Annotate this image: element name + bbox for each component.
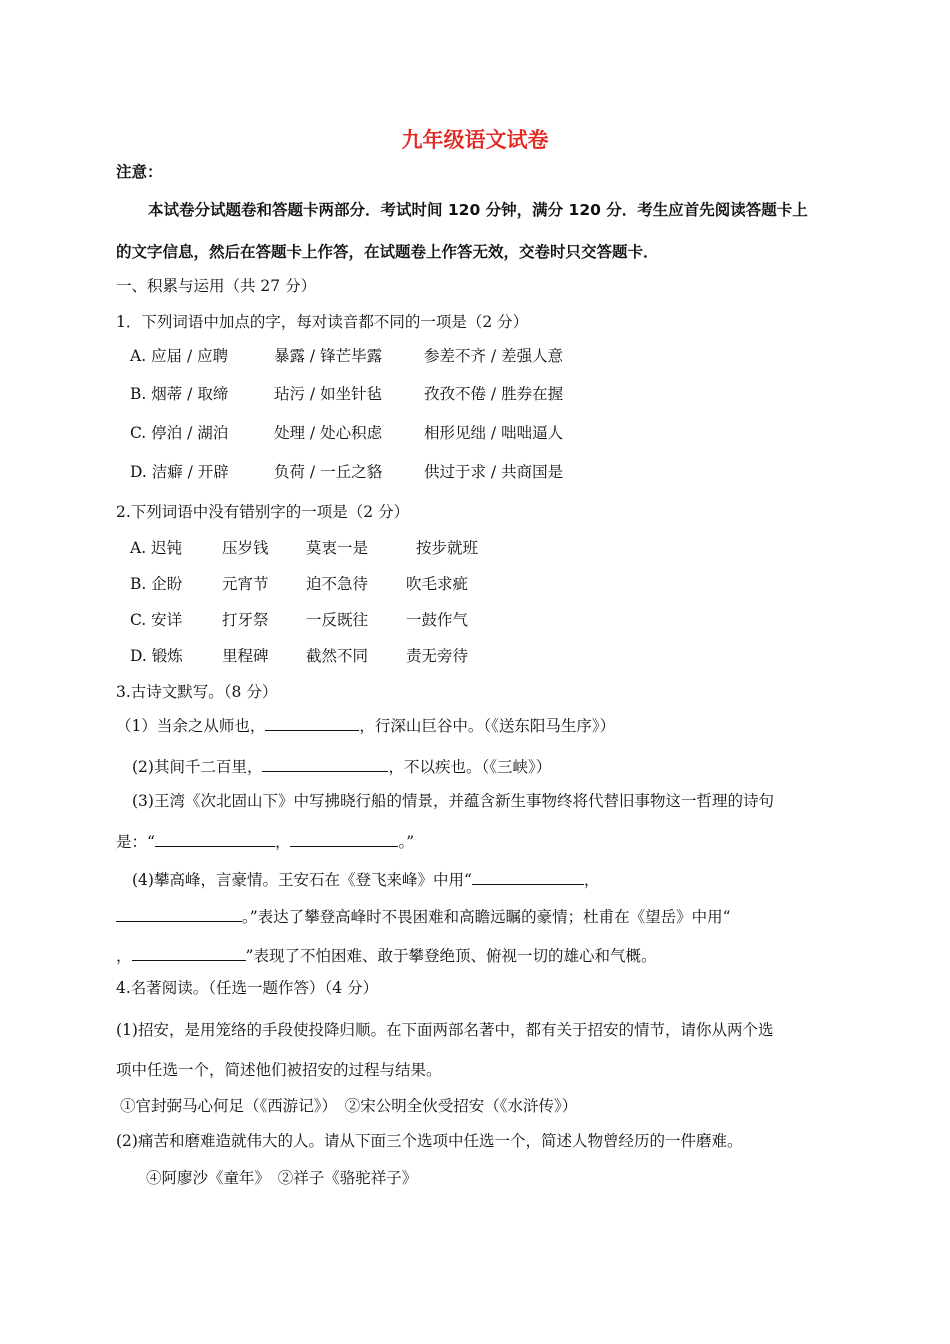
notice-line-2: 的文字信息，然后在答题卡上作答，在试题卷上作答无效，交卷时只交答题卡． [116, 243, 659, 261]
q1-stem: 1．下列词语中加点的字，每对读音都不同的一项是（2 分） [116, 313, 529, 331]
q3-item-3-prefix: 是：“ [116, 833, 155, 851]
q3-item-4-suffix: ”表现了不怕困难、敢于攀登绝顶、俯视一切的雄心和气概。 [245, 947, 657, 965]
q3-item-1 [116, 714, 615, 736]
q3-stem: 3.古诗文默写。（8 分） [116, 683, 278, 701]
q3-item-3-line-1: (3)王湾《次北固山下》中写拂晓行船的情景，并蕴含新生事物终将代替旧事物这一哲理的诗句 [132, 792, 774, 810]
answer-blank[interactable] [472, 868, 584, 885]
q1-option-d-col3: 供过于求 / 共商国是 [424, 463, 564, 481]
q4-item-2-line-1: (2)痛苦和磨难造就伟大的人。请从下面三个选项中任选一个，简述人物曾经历的一件磨难。 [116, 1132, 743, 1150]
q1-option-b-col1: B. 烟蒂 / 取缔 [130, 385, 229, 403]
q2-option-c-col4: 一鼓作气 [406, 611, 469, 629]
q3-item-4-line-2 [116, 905, 731, 927]
q2-option-d-col4: 责无旁待 [406, 647, 469, 665]
q2-option-c-col1: C. 安详 [130, 611, 183, 629]
q1-option-c-col2: 处理 / 处心积虑 [274, 424, 383, 442]
notice-heading: 注意： [116, 163, 163, 181]
q3-item-2-suffix: ，不以疾也。（《三峡》） [388, 758, 552, 776]
answer-blank[interactable] [290, 830, 398, 847]
q2-option-c-col2: 打牙祭 [222, 611, 269, 629]
q3-item-1-prefix: （1）当余之从师也， [116, 717, 266, 735]
section-1-heading: 一、积累与运用（共 27 分） [116, 277, 317, 295]
q2-option-a-col1: A. 迟钝 [130, 539, 183, 557]
q2-option-b-col4: 吹毛求疵 [406, 575, 469, 593]
q4-item-1-choices: ①官封弼马心何足（《西游记》） ②宋公明全伙受招安（《水浒传》） [120, 1097, 578, 1115]
q2-option-b-col2: 元宵节 [222, 575, 269, 593]
q1-option-b-col3: 孜孜不倦 / 胜券在握 [424, 385, 564, 403]
q1-option-d-col1: D. 洁癖 / 开辟 [130, 463, 229, 481]
q1-option-a-col2: 暴露 / 锋芒毕露 [274, 347, 383, 365]
q2-option-c-col3: 一反既往 [306, 611, 369, 629]
notice-line-1: 本试卷分试题卷和答题卡两部分．考试时间 120 分钟，满分 120 分．考生应首先阅读答题卡上 [148, 201, 808, 219]
q2-option-d-col2: 里程碑 [222, 647, 269, 665]
q3-item-4-comma-2: ， [116, 947, 132, 965]
q3-item-2-prefix: (2)其间千二百里， [132, 758, 263, 776]
exam-title: 九年级语文试卷 [401, 128, 549, 152]
answer-blank[interactable] [116, 905, 242, 922]
answer-blank[interactable] [155, 830, 275, 847]
q3-item-1-suffix: ，行深山巨谷中。（《送东阳马生序》） [359, 717, 616, 735]
q4-item-2-choices: ④阿廖沙《童年》 ②祥子《骆驼祥子》 [146, 1169, 418, 1187]
q3-item-4-prefix: (4)攀高峰，言豪情。王安石在《登飞来峰》中用“ [132, 871, 472, 889]
q3-item-4-middle: 。”表达了攀登高峰时不畏困难和高瞻远瞩的豪情；杜甫在《望岳》中用“ [242, 908, 731, 926]
q1-option-c-col1: C. 停泊 / 湖泊 [130, 424, 229, 442]
q2-option-a-col3: 莫衷一是 [306, 539, 369, 557]
q3-item-4-comma: ， [583, 871, 600, 889]
q1-option-d-col2: 负荷 / 一丘之貉 [274, 463, 383, 481]
q2-stem: 2.下列词语中没有错别字的一项是（2 分） [116, 503, 410, 521]
q3-item-3-comma: ， [274, 833, 291, 851]
q3-item-2 [132, 755, 551, 777]
q1-option-a-col3: 参差不齐 / 差强人意 [424, 347, 564, 365]
answer-blank[interactable] [262, 755, 388, 772]
q1-option-b-col2: 玷污 / 如坐针毡 [274, 385, 383, 403]
q1-option-c-col3: 相形见绌 / 咄咄逼人 [424, 424, 564, 442]
q1-option-a-col1: A. 应届 / 应聘 [130, 347, 229, 365]
q2-option-a-col4: 按步就班 [416, 539, 479, 557]
answer-blank[interactable] [265, 714, 359, 731]
q3-item-3-line-2 [116, 830, 414, 852]
q3-item-4-line-1 [132, 868, 599, 890]
answer-blank[interactable] [132, 944, 246, 961]
q2-option-b-col1: B. 企盼 [130, 575, 183, 593]
q4-item-1-line-2: 项中任选一个，简述他们被招安的过程与结果。 [116, 1061, 442, 1079]
q2-option-d-col1: D. 锻炼 [130, 647, 183, 665]
q2-option-d-col3: 截然不同 [306, 647, 369, 665]
q3-item-4-line-3 [116, 944, 656, 966]
q3-item-3-suffix: 。” [398, 833, 415, 851]
q4-item-1-line-1: (1)招安，是用笼络的手段使投降归顺。在下面两部名著中，都有关于招安的情节，请你从两个选 [116, 1021, 774, 1039]
q2-option-a-col2: 压岁钱 [222, 539, 269, 557]
q2-option-b-col3: 迫不急待 [306, 575, 369, 593]
q4-stem: 4.名著阅读。（任选一题作答）（4 分） [116, 979, 379, 997]
